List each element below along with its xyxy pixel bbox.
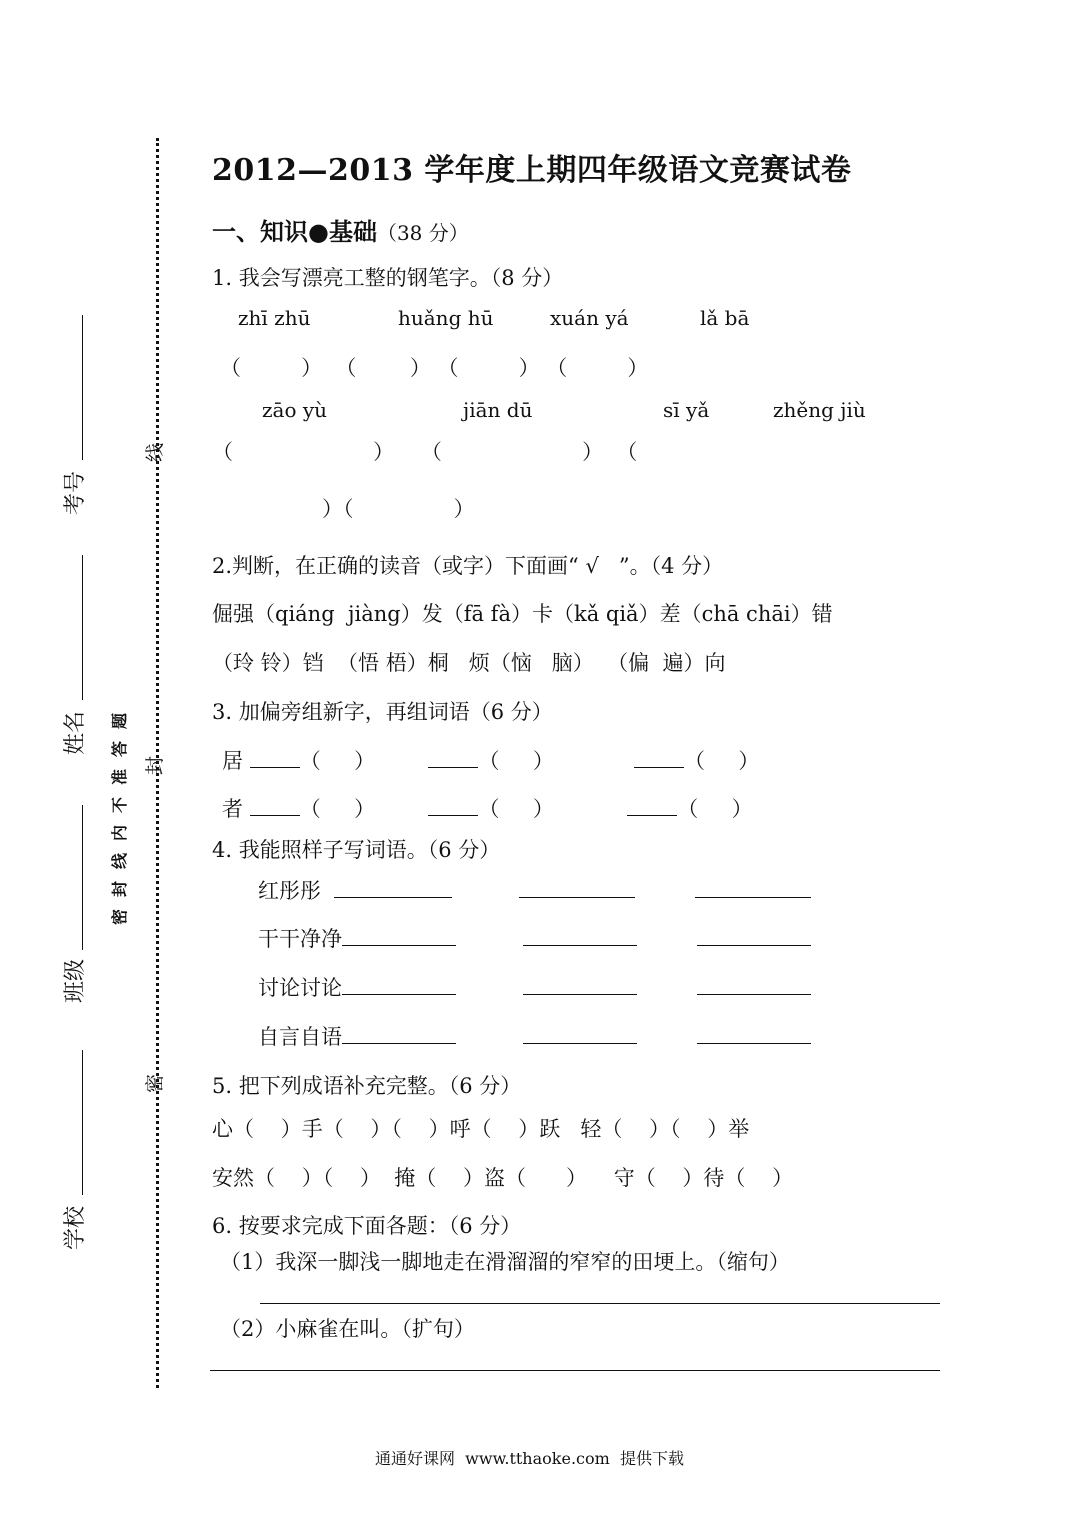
q1-pinyin-5: zāo yù: [262, 398, 328, 422]
q5-prompt: 5. 把下列成语补充完整。（6 分）: [212, 1074, 522, 1098]
no-answer-warning: 密封线内不准答题: [110, 700, 129, 925]
q1-pinyin-7: sī yǎ: [663, 398, 710, 422]
q4-example-1: 红彤彤: [258, 879, 321, 903]
q1-pinyin-1: zhī zhū: [238, 306, 311, 330]
q4-row-3: [258, 972, 811, 1002]
name-line: [82, 555, 83, 700]
q6-sub-1: （1）我深一脚浅一脚地走在滑溜溜的窄窄的田埂上。（缩句）: [220, 1250, 790, 1274]
q1-pinyin-3: xuán yá: [550, 306, 629, 330]
q2-line-1: 倔强（qiáng jiàng）发（fā fà）卡（kǎ qiǎ）差（chā chāi）错: [212, 602, 833, 626]
page-title: 2012—2013 学年度上期四年级语文竞赛试卷: [212, 153, 852, 188]
q1-pinyin-4: lǎ bā: [700, 306, 750, 330]
q1-prompt: 1. 我会写漂亮工整的钢笔字。（8 分）: [212, 266, 564, 290]
q5-line-1: 心（ ）手（ ）（ ）呼（ ）跃 轻（ ）（ ）举: [212, 1117, 750, 1141]
school-label: 学校: [63, 1205, 88, 1250]
q4-row-2: [258, 923, 811, 953]
q3-row-2: 者 （ ） （ ） （ ）: [222, 797, 753, 821]
q5-line-2: 安然（ ）（ ） 掩（ ）盗（ ） 守（ ）待（ ）: [212, 1166, 794, 1190]
footer-credit: 通通好课网 www.tthaoke.com 提供下载: [375, 1449, 684, 1468]
q4-example-3: 讨论讨论: [258, 976, 342, 1000]
section-score: （38 分）: [376, 221, 469, 245]
class-label: 班级: [63, 958, 88, 1003]
q3-prompt: 3. 加偏旁组新字，再组词语（6 分）: [212, 700, 553, 724]
q4-row-4: [258, 1021, 811, 1051]
q6-sub-2: （2）小麻雀在叫。（扩句）: [220, 1317, 475, 1341]
q3-row-1: 居 （ ） （ ） （ ）: [222, 749, 760, 773]
exam-number-label: 考号: [63, 470, 88, 515]
q4-prompt: 4. 我能照样子写词语。（6 分）: [212, 838, 501, 862]
seal-mark-seal: 封: [144, 755, 166, 775]
q3-char-1: 居: [222, 749, 243, 773]
q1-pinyin-8: zhěng jiù: [773, 398, 866, 422]
q3-char-2: 者: [222, 797, 243, 821]
section-heading: [212, 212, 469, 247]
q1-answer-row-1: （ ） （ ） （ ） （ ）: [220, 356, 649, 380]
class-line: [82, 805, 83, 950]
q1-answer-row-2: （ ） （ ） （: [212, 440, 638, 464]
school-line: [82, 1050, 83, 1195]
seal-mark-line: 线: [144, 442, 166, 462]
q6-answer-line-2: [210, 1370, 940, 1371]
q2-prompt: 2.判断，在正确的读音（或字）下面画“ √ ”。（4 分）: [212, 554, 724, 578]
q2-line-2: （玲 铃）铛 （悟 梧）桐 烦（恼 脑） （偏 遍）向: [212, 651, 726, 675]
section-heading-text: 一、知识●基础: [212, 217, 377, 246]
q1-answer-row-3: ）（ ）: [322, 497, 475, 521]
q6-prompt: 6. 按要求完成下面各题：（6 分）: [212, 1214, 522, 1238]
exam-number-line: [82, 315, 83, 460]
q1-pinyin-6: jiān dū: [463, 398, 533, 422]
q4-row-1: [258, 875, 811, 905]
q4-example-2: 干干净净: [258, 927, 342, 951]
seal-mark-secret: 密: [144, 1073, 166, 1093]
q4-example-4: 自言自语: [258, 1025, 342, 1049]
q6-answer-line-1: [260, 1303, 940, 1304]
name-label: 姓名: [63, 710, 88, 755]
q1-pinyin-2: huǎng hū: [398, 306, 494, 330]
